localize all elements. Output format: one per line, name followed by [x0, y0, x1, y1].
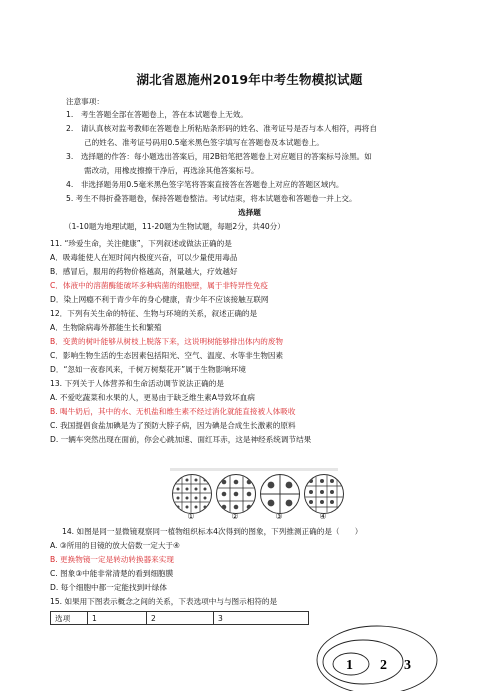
micrograph-2-label: ② — [231, 512, 239, 521]
q12-option-d: D．“忽如一夜春风来，千树万树梨花开”属于生物影响环境 — [50, 365, 246, 374]
notice-2-cont: 己的姓名、准考证号码用0.5毫米黑色签字填写在答题卷及本试题卷上。 — [84, 138, 324, 147]
notice-3-cont: 需改动，用橡皮擦擦干净后，再选涂其他答案标号。 — [84, 166, 259, 175]
q14-option-c: C. 图象③中能非常清楚的看到细胞膜 — [50, 569, 174, 578]
micrograph-3-label: ③ — [275, 512, 283, 521]
q14-option-d: D. 每个细胞中都一定能找到叶绿体 — [50, 583, 167, 592]
notice-2: 2. 请认真核对监考教师在答题卷上所粘贴条形码的姓名、准考证号是否与本人相符，再将自 — [66, 124, 377, 133]
micrograph-2 — [216, 474, 256, 514]
q12-stem: 12．下列有关生命的特征、生物与环境的关系，叙述正确的是 — [50, 309, 258, 318]
q13-stem: 13. 下列关于人体营养和生命活动调节说法正确的是 — [50, 379, 224, 388]
q11-option-c: C．体液中的溶菌酶能破坏多种病菌的细胞壁，属于非特异性免疫 — [50, 281, 268, 290]
venn-label-3: 3 — [404, 658, 411, 673]
table-header-cell: 3 — [214, 612, 309, 625]
notice-title: 注意事项： — [66, 97, 104, 106]
micrograph-3 — [260, 474, 300, 514]
concept-venn-diagram — [313, 622, 438, 691]
q11-option-d: D．染上网瘾不利于青少年的身心健康，青少年不应该接触互联网 — [50, 295, 269, 304]
venn-middle-ellipse — [323, 640, 403, 684]
q13-option-d: D. 一辆车突然出现在面前，你会心跳加速、面红耳赤，这是神经系统调节结果 — [50, 435, 312, 444]
notice-1: 1. 考生答题全部在答题卷上，答在本试题卷上无效。 — [66, 110, 248, 119]
q11-option-b: B．感冒后，服用的药物价格越高，剂量越大，疗效越好 — [50, 267, 238, 276]
q14-stem: 14. 如图是同一显微镜观察同一植物组织标本4次得到的图象，下列推测正确的是（ ） — [62, 527, 363, 536]
micrograph-1 — [172, 474, 212, 514]
q14-option-a: A. ③所用的目镜的放大倍数一定大于④ — [50, 541, 180, 550]
notice-4: 4. 非选择题务用0.5毫米黑色签字笔将答案直接答在答题卷上对应的答题区域内。 — [66, 180, 344, 189]
q11-stem: 11. “珍爱生命，关注健康”，下列叙述或做法正确的是 — [50, 239, 232, 248]
micrograph-1-label: ① — [187, 512, 195, 521]
notice-5: 5. 考生不得折叠答题卷，保持答题卷整洁。考试结束，将本试题卷和答题卷一并上交。 — [66, 194, 357, 203]
table-header-cell: 选项 — [51, 612, 88, 625]
notice-3: 3. 选择题的作答：每小题选出答案后，用2B铅笔把答题卷上对应题目的答案标号涂黑。如 — [66, 152, 372, 161]
table-header-row — [51, 612, 309, 625]
q12-option-b: B．变黄的树叶能够从树枝上脱落下来，这说明树能够排出体内的废物 — [50, 337, 284, 346]
q12-option-a: A．生物除病毒外都能生长和繁殖 — [50, 323, 162, 332]
q13-option-c: C. 我国提倡食盐加碘是为了预防大脖子病，因为碘是合成生长激素的原料 — [50, 421, 296, 430]
q13-option-a: A. 不爱吃蔬菜和水果的人，更易由于缺乏维生素A导致坏血病 — [50, 393, 255, 402]
table-header-cell: 1 — [88, 612, 147, 625]
q15-options-table — [50, 611, 309, 625]
section-desc: （1-10题为地理试题，11-20题为生物试题，每题2分，共40分） — [64, 222, 285, 231]
table-header-cell: 2 — [147, 612, 214, 625]
q15-stem: 15. 如果用下图表示概念之间的关系，下表选项中与与图示相符的是 — [50, 597, 278, 606]
micrograph-4-label: ④ — [319, 512, 327, 521]
micrograph-4 — [304, 474, 344, 514]
q11-option-a: A．吸毒能使人在短时间内极度兴奋，可以少量使用毒品 — [50, 253, 238, 262]
q14-option-b: B. 更换物镜一定是转动转换器来实现 — [50, 555, 174, 564]
venn-label-1: 1 — [346, 658, 353, 673]
page-title: 湖北省恩施州2019年中考生物模拟试题 — [136, 72, 363, 87]
section-title: 选择题 — [238, 208, 261, 217]
q13-option-b: B. 喝牛奶后，其中的水、无机盐和维生素不经过消化就能直接被人体吸收 — [50, 407, 296, 416]
figure-caption-strip — [170, 468, 338, 471]
q12-option-c: C．影响生物生活的生态因素包括阳光、空气、温度、水等非生物因素 — [50, 351, 284, 360]
venn-label-2: 2 — [380, 658, 387, 673]
